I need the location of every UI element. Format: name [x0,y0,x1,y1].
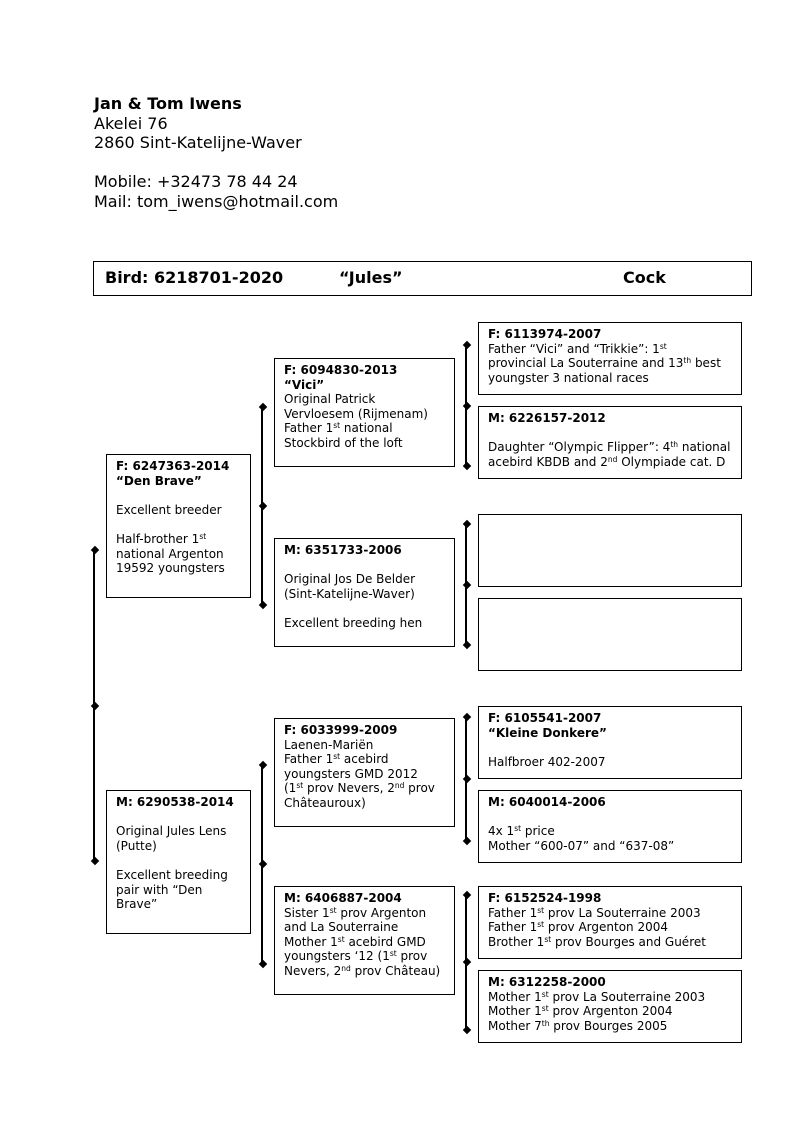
description-line: Laenen-Mariën [284,737,374,752]
description-line: Daughter “Olympic Flipper”: 4th national [488,440,731,455]
bird-header [93,261,752,296]
owner-street: Akelei 76 [94,113,168,133]
description-line: Father 1st prov La Souterraine 2003 [488,905,701,920]
description-line: Excellent breeding [116,867,228,882]
connector-dot [90,546,98,554]
ring-number: M: 6040014-2006 [488,795,606,809]
pedigree-box-mother [106,790,251,934]
ring-number: F: 6113974-2007 [488,327,602,341]
pedigree-box-fff [478,322,742,395]
description-line: pair with “Den [116,882,203,897]
connector-dot [462,402,470,410]
pedigree-box-mf [274,718,455,827]
connector-dot [462,581,470,589]
connector-dot [258,860,266,868]
description-line: Sister 1st prov Argenton [284,905,427,920]
ring-number: F: 6094830-2013 [284,363,398,377]
connector-dot [462,891,470,899]
description-line: Original Jos De Belder [284,572,416,587]
connector-dot [258,403,266,411]
ring-number: F: 6152524-1998 [488,891,602,905]
pedigree-box-father [106,454,251,598]
ring-number: F: 6247363-2014 [116,459,230,473]
connector-dot [258,601,266,609]
connector-dot [462,713,470,721]
connector-dot [462,775,470,783]
description-line: Mother 7th prov Bourges 2005 [488,1018,668,1033]
connector-dot [90,702,98,710]
pigeon-name: “Den Brave” [116,473,202,488]
pedigree-box-mmm [478,970,742,1043]
connector-dot [462,1026,470,1034]
pedigree-box-fmf-empty [478,514,742,587]
description-line: Original Patrick [284,392,376,407]
connector-dot [90,857,98,865]
pedigree-box-fm [274,538,455,647]
owner-mobile: Mobile: +32473 78 44 24 [94,172,298,191]
pedigree-box-ffm [478,406,742,479]
description-line: Half-brother 1st [116,531,207,546]
owner-name: Jan & Tom Iwens [94,94,242,113]
ring-number: M: 6406887-2004 [284,891,402,905]
pedigree-box-fmm-empty [478,598,742,671]
description-line: 4x 1st price [488,824,555,839]
connector-dot [462,641,470,649]
description-line: Father 1st prov Argenton 2004 [488,920,668,935]
bird-ring: Bird: 6218701-2020 [105,268,284,287]
ring-number: M: 6351733-2006 [284,543,402,557]
description-line: Father 1st national [284,421,393,436]
connector-dot [258,502,266,510]
description-line: Original Jules Lens [116,824,227,839]
ring-number: F: 6033999-2009 [284,723,398,737]
connector-dot [462,837,470,845]
pigeon-name: “Vici” [284,377,325,392]
pedigree-box-mfm [478,790,742,863]
description-line: Nevers, 2nd prov Château) [284,963,441,978]
ring-number: F: 6105541-2007 [488,711,602,725]
description-line: acebird KBDB and 2nd Olympiade cat. D [488,454,726,469]
description-line: (Putte) [116,838,157,853]
description-line: youngster 3 national races [488,370,649,385]
description-line: Vervloesem (Rijmenam) [284,406,428,421]
description-line: national Argenton [116,546,224,561]
bird-sex: Cock [623,268,666,287]
ring-number: M: 6226157-2012 [488,411,606,425]
description-line: Stockbird of the loft [284,435,403,450]
connector-dot [462,520,470,528]
description-line: Father “Vici” and “Trikkie”: 1st [488,341,667,356]
description-line: 19592 youngsters [116,561,225,576]
connector-dot [462,958,470,966]
owner-city: 2860 Sint-Katelijne-Waver [94,133,302,152]
description-line: Mother 1st prov La Souterraine 2003 [488,989,706,1004]
description-line: Father 1st acebird [284,752,389,767]
description-line: Excellent breeding hen [284,615,423,630]
ring-number: M: 6312258-2000 [488,975,606,989]
ring-number: M: 6290538-2014 [116,795,234,809]
description-line: Mother 1st prov Argenton 2004 [488,1004,673,1019]
connector-dot [258,960,266,968]
description-line: Halfbroer 402-2007 [488,754,606,769]
description-line: Châteauroux) [284,795,366,810]
bird-name: “Jules” [339,268,403,287]
description-line: provincial La Souterraine and 13th best [488,356,721,371]
pigeon-name: “Kleine Donkere” [488,725,607,740]
description-line: Brother 1st prov Bourges and Guéret [488,934,706,949]
connector-dot [462,462,470,470]
pedigree-box-mm [274,886,455,995]
description-line: (1st prov Nevers, 2nd prov [284,781,435,796]
description-line: (Sint-Katelijne-Waver) [284,586,415,601]
connector-dot [462,341,470,349]
pedigree-box-mff [478,706,742,779]
description-line: youngsters ‘12 (1st prov [284,949,428,964]
description-line: Mother “600-07” and “637-08” [488,838,675,853]
owner-mail: Mail: tom_iwens@hotmail.com [94,191,339,211]
description-line: Excellent breeder [116,502,222,517]
owner-address [94,94,338,211]
connector-dot [258,761,266,769]
description-line: Mother 1st acebird GMD [284,934,426,949]
description-line: Brave” [116,897,158,912]
description-line: and La Souterraine [284,920,399,935]
pedigree-box-ff [274,358,455,467]
pedigree-box-mmf [478,886,742,959]
description-line: youngsters GMD 2012 [284,766,418,781]
